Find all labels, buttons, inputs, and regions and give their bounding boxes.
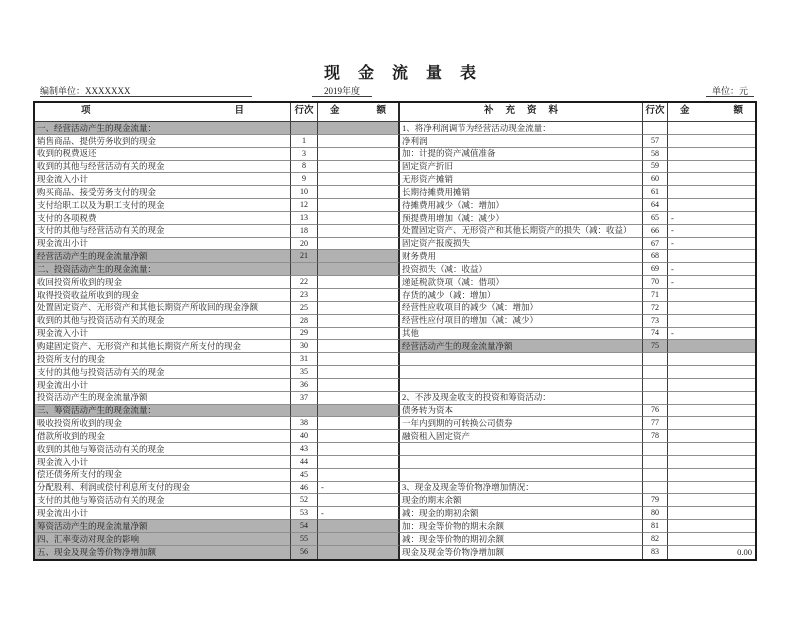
header-amount-right: 金额 xyxy=(668,103,755,122)
item-label-cell: 吸收投资所收到的现金 xyxy=(35,417,291,430)
supplementary-label-cell: 净利润 xyxy=(400,135,643,148)
line-number-cell: 76 xyxy=(643,405,668,418)
supplementary-label-cell: 现金的期末余额 xyxy=(400,494,643,507)
amount-cell: - xyxy=(668,263,755,276)
item-label-cell: 支付的其他与经营活动有关的现金 xyxy=(35,225,291,238)
item-label-cell: 现金流出小计 xyxy=(35,507,291,520)
amount-cell xyxy=(668,161,755,174)
line-number-cell: 65 xyxy=(643,212,668,225)
currency-unit-field: 单位：元 xyxy=(706,84,754,97)
line-number-cell: 23 xyxy=(291,289,318,302)
amount-cell xyxy=(668,482,755,495)
item-label-cell: 筹资活动产生的现金流量净额 xyxy=(35,520,291,533)
cash-flow-table xyxy=(33,101,757,561)
amount-cell xyxy=(668,507,755,520)
amount-cell: - xyxy=(668,328,755,341)
amount-cell xyxy=(318,148,400,161)
supplementary-label-cell: 递延税款贷项（减：借项） xyxy=(400,276,643,289)
line-number-cell xyxy=(643,482,668,495)
amount-cell xyxy=(668,353,755,366)
item-label-cell: 经营活动产生的现金流量净额 xyxy=(35,250,291,263)
amount-cell xyxy=(318,212,400,225)
item-label-cell: 投资所支付的现金 xyxy=(35,353,291,366)
line-number-cell: 45 xyxy=(291,469,318,482)
amount-cell xyxy=(668,148,755,161)
line-number-cell xyxy=(643,353,668,366)
amount-cell xyxy=(318,315,400,328)
supplementary-label-cell: 存货的减少（减：增加） xyxy=(400,289,643,302)
amount-cell xyxy=(668,186,755,199)
amount-cell xyxy=(668,122,755,135)
amount-cell xyxy=(318,546,400,559)
item-label-cell: 偿还债务所支付的现金 xyxy=(35,469,291,482)
line-number-cell: 69 xyxy=(643,263,668,276)
item-label-cell: 收到的其他与筹资活动有关的现金 xyxy=(35,443,291,456)
line-number-cell: 43 xyxy=(291,443,318,456)
supplementary-label-cell: 3、现金及现金等价物净增加情况： xyxy=(400,482,643,495)
supplementary-label-cell xyxy=(400,366,643,379)
line-number-cell: 31 xyxy=(291,353,318,366)
line-number-cell: 3 xyxy=(291,148,318,161)
item-label-cell: 一、经营活动产生的现金流量： xyxy=(35,122,291,135)
item-label-cell: 三、筹资活动产生的现金流量： xyxy=(35,405,291,418)
line-number-cell: 21 xyxy=(291,250,318,263)
supplementary-label-cell: 预提费用增加（减：减少） xyxy=(400,212,643,225)
amount-cell xyxy=(318,263,400,276)
amount-cell xyxy=(318,173,400,186)
supplementary-label-cell xyxy=(400,456,643,469)
line-number-cell: 61 xyxy=(643,186,668,199)
fiscal-year-field: 2019年度 xyxy=(312,84,372,97)
item-label-cell: 收到的税费返还 xyxy=(35,148,291,161)
line-number-cell: 18 xyxy=(291,225,318,238)
amount-cell xyxy=(318,533,400,546)
amount-cell xyxy=(318,238,400,251)
amount-cell xyxy=(668,405,755,418)
line-number-cell: 36 xyxy=(291,379,318,392)
statement-meta xyxy=(0,84,800,100)
amount-cell xyxy=(668,533,755,546)
supplementary-label-cell: 经营活动产生的现金流量净额 xyxy=(400,340,643,353)
line-number-cell: 38 xyxy=(291,417,318,430)
line-number-cell xyxy=(643,469,668,482)
amount-cell xyxy=(318,161,400,174)
line-number-cell: 57 xyxy=(643,135,668,148)
amount-cell: - xyxy=(318,507,400,520)
amount-cell xyxy=(668,340,755,353)
supplementary-label-cell: 待摊费用减少（减：增加） xyxy=(400,199,643,212)
amount-cell xyxy=(318,353,400,366)
line-number-cell xyxy=(643,122,668,135)
amount-cell xyxy=(318,199,400,212)
line-number-cell: 83 xyxy=(643,546,668,559)
item-label-cell: 现金流入小计 xyxy=(35,328,291,341)
line-number-cell: 55 xyxy=(291,533,318,546)
item-label-cell: 支付的其他与投资活动有关的现金 xyxy=(35,366,291,379)
header-amount: 金额 xyxy=(318,103,400,122)
amount-cell xyxy=(318,225,400,238)
line-number-cell: 64 xyxy=(643,199,668,212)
amount-cell: - xyxy=(668,225,755,238)
amount-cell xyxy=(668,430,755,443)
supplementary-label-cell: 财务费用 xyxy=(400,250,643,263)
line-number-cell: 67 xyxy=(643,238,668,251)
item-label-cell: 取得投资收益所收到的现金 xyxy=(35,289,291,302)
supplementary-label-cell: 减：现金等价物的期初余额 xyxy=(400,533,643,546)
header-item: 项目 xyxy=(35,103,291,122)
amount-cell: - xyxy=(668,276,755,289)
amount-cell xyxy=(318,392,400,405)
prepared-by-field: 编制单位：XXXXXXX xyxy=(40,84,252,97)
amount-cell xyxy=(668,199,755,212)
line-number-cell: 77 xyxy=(643,417,668,430)
supplementary-label-cell xyxy=(400,353,643,366)
line-number-cell: 8 xyxy=(291,161,318,174)
line-number-cell: 60 xyxy=(643,173,668,186)
line-number-cell xyxy=(291,263,318,276)
page-title: 现金流量表 xyxy=(323,65,494,82)
amount-cell: - xyxy=(668,238,755,251)
amount-cell xyxy=(318,430,400,443)
item-label-cell: 五、现金及现金等价物净增加额 xyxy=(35,546,291,559)
amount-cell xyxy=(318,186,400,199)
amount-cell xyxy=(318,366,400,379)
line-number-cell: 9 xyxy=(291,173,318,186)
amount-cell xyxy=(318,122,400,135)
line-number-cell: 52 xyxy=(291,494,318,507)
supplementary-label-cell: 无形资产摊销 xyxy=(400,173,643,186)
line-number-cell: 82 xyxy=(643,533,668,546)
header-line-no-right: 行次 xyxy=(643,103,668,122)
amount-cell xyxy=(668,379,755,392)
line-number-cell xyxy=(643,392,668,405)
supplementary-label-cell xyxy=(400,443,643,456)
amount-cell xyxy=(318,469,400,482)
line-number-cell: 12 xyxy=(291,199,318,212)
line-number-cell: 25 xyxy=(291,302,318,315)
line-number-cell: 81 xyxy=(643,520,668,533)
supplementary-label-cell: 减：现金的期初余额 xyxy=(400,507,643,520)
line-number-cell: 13 xyxy=(291,212,318,225)
supplementary-label-cell: 加：计提的资产减值准备 xyxy=(400,148,643,161)
supplementary-label-cell: 一年内到期的可转换公司债券 xyxy=(400,417,643,430)
line-number-cell: 80 xyxy=(643,507,668,520)
amount-cell xyxy=(668,494,755,507)
line-number-cell: 73 xyxy=(643,315,668,328)
supplementary-label-cell: 其他 xyxy=(400,328,643,341)
supplementary-label-cell: 融资租入固定资产 xyxy=(400,430,643,443)
amount-cell xyxy=(668,250,755,263)
item-label-cell: 购买商品、接受劳务支付的现金 xyxy=(35,186,291,199)
supplementary-label-cell xyxy=(400,379,643,392)
item-label-cell: 现金流出小计 xyxy=(35,379,291,392)
supplementary-label-cell: 1、将净利润调节为经营活动现金流量： xyxy=(400,122,643,135)
amount-cell xyxy=(668,315,755,328)
line-number-cell xyxy=(643,366,668,379)
line-number-cell: 22 xyxy=(291,276,318,289)
line-number-cell: 71 xyxy=(643,289,668,302)
supplementary-label-cell: 现金及现金等价物净增加额 xyxy=(400,546,643,559)
item-label-cell: 销售商品、提供劳务收到的现金 xyxy=(35,135,291,148)
amount-cell xyxy=(318,417,400,430)
item-label-cell: 二、投资活动产生的现金流量： xyxy=(35,263,291,276)
header-supplementary: 补充资料 xyxy=(400,103,643,122)
amount-cell: 0.00 xyxy=(737,547,752,558)
item-label-cell: 分配股利、利润或偿付利息所支付的现金 xyxy=(35,482,291,495)
amount-cell xyxy=(318,289,400,302)
amount-cell xyxy=(318,328,400,341)
line-number-cell: 78 xyxy=(643,430,668,443)
supplementary-label-cell: 经营性应付项目的增加（减：减少） xyxy=(400,315,643,328)
line-number-cell: 35 xyxy=(291,366,318,379)
amount-cell: - xyxy=(668,212,755,225)
amount-cell xyxy=(318,135,400,148)
line-number-cell: 10 xyxy=(291,186,318,199)
amount-cell xyxy=(668,289,755,302)
supplementary-label-cell: 固定资产报废损失 xyxy=(400,238,643,251)
line-number-cell: 58 xyxy=(643,148,668,161)
amount-cell xyxy=(318,276,400,289)
line-number-cell: 70 xyxy=(643,276,668,289)
item-label-cell: 收到的其他与投资活动有关的现金 xyxy=(35,315,291,328)
supplementary-label-cell: 加：现金等价物的期末余额 xyxy=(400,520,643,533)
amount-cell xyxy=(318,340,400,353)
item-label-cell: 现金流入小计 xyxy=(35,173,291,186)
item-label-cell: 投资活动产生的现金流量净额 xyxy=(35,392,291,405)
amount-cell xyxy=(318,379,400,392)
header-line-no: 行次 xyxy=(291,103,318,122)
line-number-cell: 68 xyxy=(643,250,668,263)
line-number-cell: 79 xyxy=(643,494,668,507)
amount-cell xyxy=(318,250,400,263)
item-label-cell: 购建固定资产、无形资产和其他长期资产所支付的现金 xyxy=(35,340,291,353)
line-number-cell xyxy=(643,379,668,392)
line-number-cell: 56 xyxy=(291,546,318,559)
amount-cell xyxy=(668,392,755,405)
amount-cell xyxy=(668,417,755,430)
item-label-cell: 支付的其他与筹资活动有关的现金 xyxy=(35,494,291,507)
amount-cell xyxy=(318,405,400,418)
amount-cell xyxy=(318,302,400,315)
supplementary-label-cell: 债务转为资本 xyxy=(400,405,643,418)
amount-cell xyxy=(668,469,755,482)
amount-cell: - xyxy=(318,482,400,495)
supplementary-label-cell: 经营性应收项目的减少（减：增加） xyxy=(400,302,643,315)
line-number-cell: 72 xyxy=(643,302,668,315)
line-number-cell: 74 xyxy=(643,328,668,341)
amount-cell xyxy=(668,520,755,533)
supplementary-label-cell: 2、不涉及现金收支的投资和筹资活动： xyxy=(400,392,643,405)
line-number-cell: 66 xyxy=(643,225,668,238)
line-number-cell: 37 xyxy=(291,392,318,405)
item-label-cell: 支付给职工以及为职工支付的现金 xyxy=(35,199,291,212)
amount-cell xyxy=(318,520,400,533)
item-label-cell: 收回投资所收到的现金 xyxy=(35,276,291,289)
item-label-cell: 现金流出小计 xyxy=(35,238,291,251)
amount-cell xyxy=(668,443,755,456)
item-label-cell: 四、汇率变动对现金的影响 xyxy=(35,533,291,546)
line-number-cell: 44 xyxy=(291,456,318,469)
amount-cell xyxy=(318,443,400,456)
amount-cell xyxy=(668,366,755,379)
line-number-cell: 75 xyxy=(643,340,668,353)
line-number-cell: 30 xyxy=(291,340,318,353)
line-number-cell xyxy=(643,443,668,456)
item-label-cell: 借款所收到的现金 xyxy=(35,430,291,443)
amount-cell xyxy=(318,456,400,469)
supplementary-label-cell xyxy=(400,469,643,482)
line-number-cell xyxy=(643,456,668,469)
item-label-cell: 收到的其他与经营活动有关的现金 xyxy=(35,161,291,174)
line-number-cell xyxy=(291,122,318,135)
supplementary-label-cell: 长期待摊费用摊销 xyxy=(400,186,643,199)
item-label-cell: 支付的各项税费 xyxy=(35,212,291,225)
line-number-cell: 46 xyxy=(291,482,318,495)
line-number-cell: 28 xyxy=(291,315,318,328)
supplementary-label-cell: 投资损失（减：收益） xyxy=(400,263,643,276)
amount-cell xyxy=(668,135,755,148)
amount-cell xyxy=(668,302,755,315)
line-number-cell: 53 xyxy=(291,507,318,520)
item-label-cell: 处置固定资产、无形资产和其他长期资产所收回的现金净额 xyxy=(35,302,291,315)
line-number-cell: 54 xyxy=(291,520,318,533)
line-number-cell: 20 xyxy=(291,238,318,251)
line-number-cell: 59 xyxy=(643,161,668,174)
line-number-cell: 1 xyxy=(291,135,318,148)
amount-cell xyxy=(668,456,755,469)
line-number-cell xyxy=(291,405,318,418)
line-number-cell: 29 xyxy=(291,328,318,341)
line-number-cell: 40 xyxy=(291,430,318,443)
amount-cell xyxy=(668,173,755,186)
item-label-cell: 现金流入小计 xyxy=(35,456,291,469)
amount-cell xyxy=(318,494,400,507)
supplementary-label-cell: 处置固定资产、无形资产和其他长期资产的损失（减：收益） xyxy=(400,225,643,238)
supplementary-label-cell: 固定资产折旧 xyxy=(400,161,643,174)
